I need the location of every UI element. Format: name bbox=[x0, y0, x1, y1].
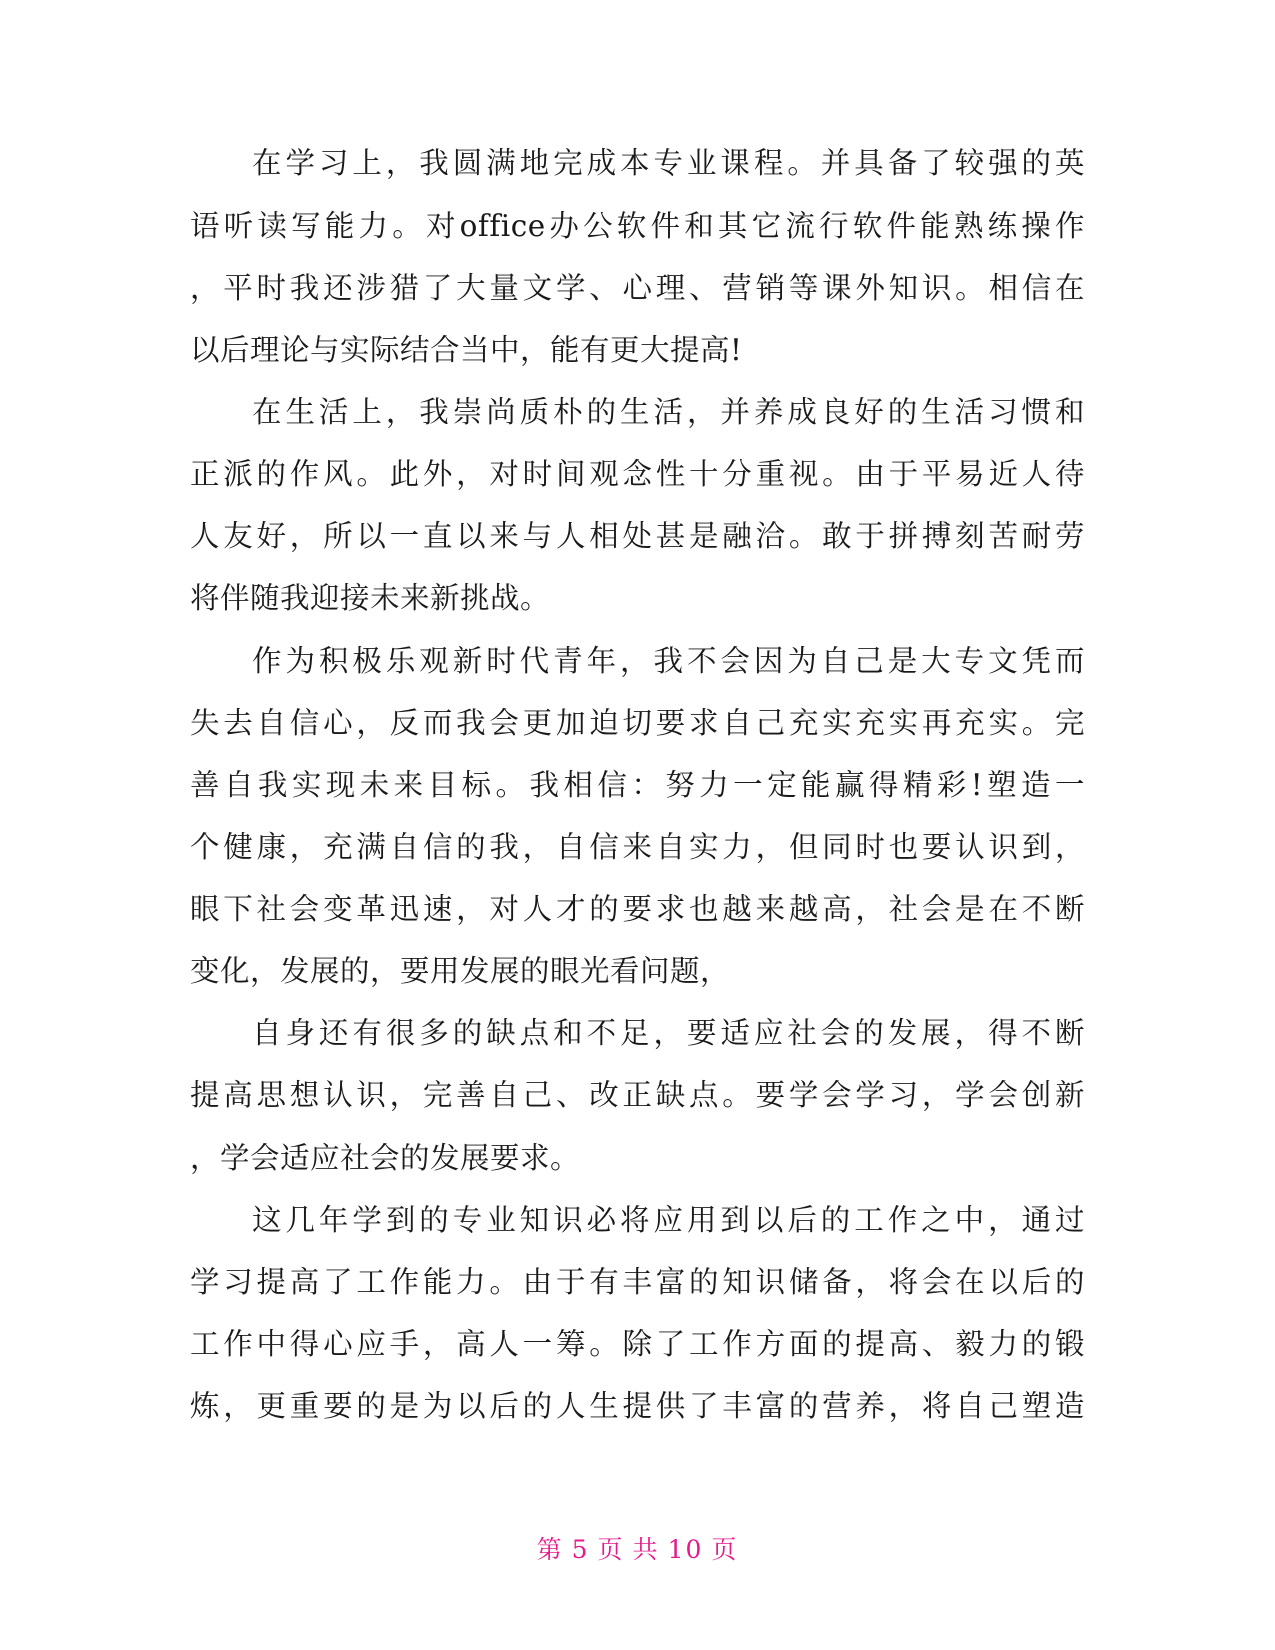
footer-page-unit: 页 bbox=[597, 1535, 625, 1564]
paragraph-3-line-5: 眼下社会变革迅速，对人才的要求也越来越高，社会是在不断 bbox=[190, 892, 1085, 926]
footer-total-unit: 页 bbox=[711, 1535, 739, 1564]
paragraph-3-line-4: 个健康，充满自信的我，自信来自实力，但同时也要认识到， bbox=[190, 830, 1085, 864]
paragraph-2-line-2: 正派的作风。此外，对时间观念性十分重视。由于平易近人待 bbox=[190, 457, 1085, 491]
paragraph-2-line-4: 将伴随我迎接未来新挑战。 bbox=[190, 581, 551, 615]
paragraph-2-line-1: 在生活上，我崇尚质朴的生活，并养成良好的生活习惯和 bbox=[252, 395, 1085, 429]
paragraph-2-line-3: 人友好，所以一直以来与人相处甚是融洽。敢于拼搏刻苦耐劳 bbox=[190, 519, 1085, 553]
paragraph-5-line-3: 工作中得心应手，高人一筹。除了工作方面的提高、毅力的锻 bbox=[190, 1327, 1085, 1361]
paragraph-5-line-2: 学习提高了工作能力。由于有丰富的知识储备，将会在以后的 bbox=[190, 1265, 1085, 1299]
footer-page-word: 第 bbox=[536, 1535, 564, 1564]
paragraph-3-line-3: 善自我实现未来目标。我相信：努力一定能赢得精彩!塑造一 bbox=[190, 768, 1085, 802]
footer-page-current: 5 bbox=[571, 1535, 590, 1564]
paragraph-1-line-1: 在学习上，我圆满地完成本专业课程。并具备了较强的英 bbox=[252, 146, 1085, 180]
paragraph-3-line-1: 作为积极乐观新时代青年，我不会因为自己是大专文凭而 bbox=[252, 644, 1085, 678]
paragraph-3-line-2: 失去自信心，反而我会更加迫切要求自己充实充实再充实。完 bbox=[190, 706, 1085, 740]
page-footer bbox=[0, 1530, 1275, 1570]
paragraph-3-line-6: 变化，发展的，要用发展的眼光看问题， bbox=[190, 954, 731, 988]
footer-total-word: 共 bbox=[632, 1535, 660, 1564]
paragraph-1-line-2: 语听读写能力。对office办公软件和其它流行软件能熟练操作 bbox=[190, 209, 1085, 243]
paragraph-5-line-4: 炼，更重要的是为以后的人生提供了丰富的营养，将自己塑造 bbox=[190, 1389, 1085, 1423]
paragraph-4-line-1: 自身还有很多的缺点和不足，要适应社会的发展，得不断 bbox=[252, 1016, 1085, 1050]
paragraph-5-line-1: 这几年学到的专业知识必将应用到以后的工作之中，通过 bbox=[252, 1203, 1085, 1237]
paragraph-1-line-4: 以后理论与实际结合当中，能有更大提高! bbox=[190, 333, 743, 367]
paragraph-1-line-3: ，平时我还涉猎了大量文学、心理、营销等课外知识。相信在 bbox=[190, 271, 1085, 305]
paragraph-4-line-2: 提高思想认识，完善自己、改正缺点。要学会学习，学会创新 bbox=[190, 1078, 1085, 1112]
paragraph-4-line-3: ，学会适应社会的发展要求。 bbox=[190, 1141, 581, 1175]
footer-page-total: 10 bbox=[667, 1535, 704, 1564]
